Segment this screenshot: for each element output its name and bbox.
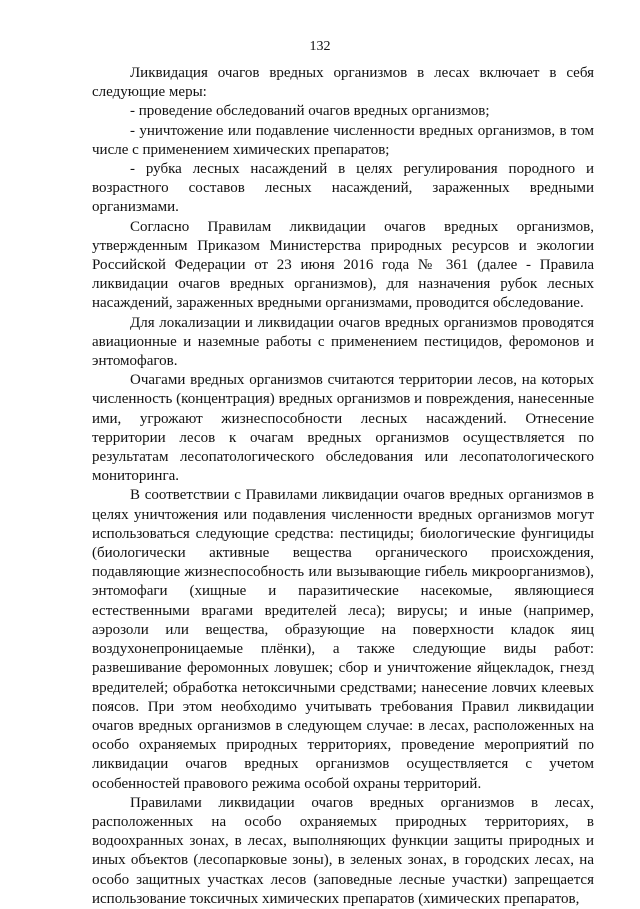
page-number: 132 <box>309 39 331 54</box>
list-item: - рубка лесных насаждений в целях регулирования породного и возрастного составов лесных насаждений, зараженных вредными организмами. <box>92 161 594 216</box>
paragraph: В соответствии с Правилами ликвидации очагов вредных организмов в целях уничтожения или подавления численности вредных организмов могут использоваться следующие средства: пестициды; биологические фунгициды (биологически активные вещества органического происхождения, подавляющие жизнеспособность или вызывающие гибель микроорганизмов), энтомофаги (хищные и паразитические насекомые, являющиеся естественными врагами вредителей леса); вирусы; и иные (например, аэрозоли или вещества, образующие на поверхности кладок яиц воздухонепроницаемые плёнки), а также следующие виды работ: развешивание феромонных ловушек; сбор и уничтожение яйцекладок, гнезд вредителей; обработка нетоксичными средствами; нанесение ловчих клеевых поясов. При этом необходимо учитывать требования Правил ликвидации очагов вредных организмов в следующем случае: в лесах, расположенных на особо охраняемых природных территориях, проведение мероприятий по ликвидации очагов вредных организмов осуществляется с учетом особенностей правового режима особой охраны территорий. <box>92 487 594 792</box>
paragraph: Ликвидация очагов вредных организмов в лесах включает в себя следующие меры: <box>92 65 594 101</box>
paragraph: Очагами вредных организмов считаются территории лесов, на которых численность (концентрация) вредных организмов и повреждения, нанесенные ими, угрожают жизнеспособности лесных насаждений. Отнесение территории лесов к очагам вредных организмов осуществляется по результатам лесопатологического обследования или лесопатологического мониторинга. <box>92 372 594 485</box>
list-item: - уничтожение или подавление численности вредных организмов, в том числе с применением химических препаратов; <box>92 122 594 158</box>
paragraph: Правилами ликвидации очагов вредных организмов в лесах, расположенных на особо охраняемых природных территориях, в водоохранных зонах, в лесах, выполняющих функции защиты природных и иных объектов (лесопарковые зоны), в зеленых зонах, в городских лесах, на особо защитных участках лесов (заповедные лесные участки) запрещается использование токсичных химических препаратов (химических препаратов, <box>92 794 594 907</box>
body-text <box>92 64 594 909</box>
list-item: - проведение обследований очагов вредных организмов; <box>130 103 490 120</box>
paragraph: Согласно Правилам ликвидации очагов вредных организмов, утвержденным Приказом Министерства природных ресурсов и экологии Российской Федерации от 23 июня 2016 года № 361 (далее - Правила ликвидации очагов вредных организмов), для назначения рубок лесных насаждений, зараженных вредными организмами, проводится обследование. <box>92 218 594 312</box>
paragraph: Для локализации и ликвидации очагов вредных организмов проводятся авиационные и наземные работы с применением пестицидов, феромонов и энтомофагов. <box>92 314 594 370</box>
